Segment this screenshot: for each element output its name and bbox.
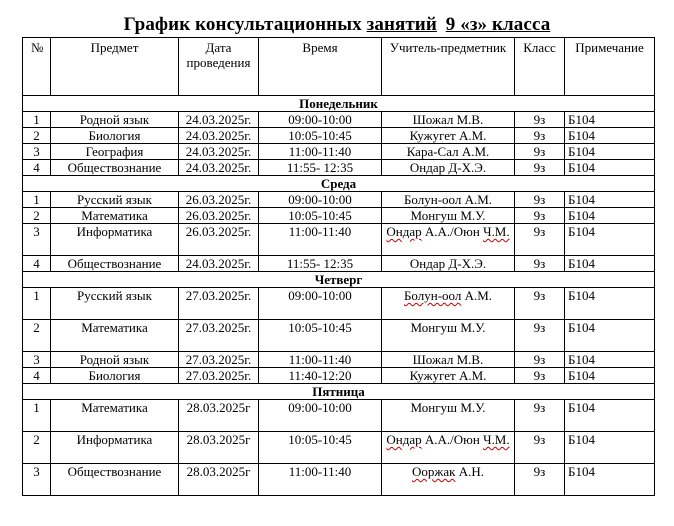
row-number: 2 [23, 432, 51, 464]
date-cell: 26.03.2025г. [179, 208, 259, 224]
class-cell: 9з [515, 320, 565, 352]
subject-cell: Биология [51, 128, 179, 144]
row-number: 3 [23, 464, 51, 496]
table-row [23, 160, 655, 176]
table-row [23, 464, 655, 496]
teacher-name-part: Ондар [409, 256, 446, 271]
day-name: Четверг [23, 272, 655, 288]
title-part1: График консультационных [123, 14, 362, 35]
teacher-cell [382, 320, 515, 352]
subject-cell: Биология [51, 368, 179, 384]
subject-cell: Русский язык [51, 192, 179, 208]
time-cell: 11:00-11:40 [259, 464, 382, 496]
row-number: 1 [23, 400, 51, 432]
header-teacher: Учитель-предметник [382, 38, 515, 96]
table-row [23, 208, 655, 224]
header-date: Дата проведения [179, 38, 259, 96]
row-number: 4 [23, 368, 51, 384]
header-subject: Предмет [51, 38, 179, 96]
teacher-name-part: Д-Х.Э. [448, 160, 487, 175]
subject-cell: Обществознание [51, 256, 179, 272]
time-cell: 09:00-10:00 [259, 112, 382, 128]
teacher-name-part: Ондар [386, 432, 422, 447]
teacher-name-part: Монгуш [410, 320, 458, 335]
schedule-table [22, 37, 655, 496]
teacher-name-part: Ондар [409, 160, 446, 175]
note-cell: Б104 [565, 224, 655, 256]
teacher-name-part: Кара-Сал [406, 144, 459, 159]
note-cell: Б104 [565, 288, 655, 320]
row-number: 1 [23, 288, 51, 320]
row-number: 2 [23, 208, 51, 224]
time-cell: 10:05-10:45 [259, 128, 382, 144]
note-cell: Б104 [565, 464, 655, 496]
date-cell: 28.03.2025г [179, 432, 259, 464]
time-cell: 10:05-10:45 [259, 208, 382, 224]
date-cell: 24.03.2025г. [179, 160, 259, 176]
note-cell: Б104 [565, 400, 655, 432]
class-cell: 9з [515, 208, 565, 224]
date-cell: 28.03.2025г [179, 400, 259, 432]
teacher-name-part: Кужугет [409, 368, 456, 383]
note-cell: Б104 [565, 192, 655, 208]
class-cell: 9з [515, 160, 565, 176]
subject-cell: География [51, 144, 179, 160]
teacher-cell [382, 208, 515, 224]
table-row [23, 112, 655, 128]
teacher-cell [382, 464, 515, 496]
teacher-cell [382, 288, 515, 320]
teacher-name-part: Кужугет [409, 128, 456, 143]
teacher-name-part: Шожал [412, 112, 454, 127]
table-row [23, 432, 655, 464]
time-cell: 11:40-12:20 [259, 368, 382, 384]
teacher-name-part: М.У. [460, 208, 486, 223]
page-title [0, 14, 674, 36]
time-cell: 11:00-11:40 [259, 144, 382, 160]
time-cell: 10:05-10:45 [259, 432, 382, 464]
row-number: 1 [23, 192, 51, 208]
teacher-cell [382, 144, 515, 160]
time-cell: 10:05-10:45 [259, 320, 382, 352]
note-cell: Б104 [565, 144, 655, 160]
table-row [23, 128, 655, 144]
teacher-name-part: Ч.М. [483, 432, 510, 447]
time-cell: 09:00-10:00 [259, 400, 382, 432]
teacher-name-part: Болун-оол [403, 288, 462, 303]
subject-cell: Обществознание [51, 160, 179, 176]
table-row [23, 400, 655, 432]
date-cell: 24.03.2025г. [179, 256, 259, 272]
class-cell: 9з [515, 144, 565, 160]
teacher-name-part: Монгуш [410, 208, 458, 223]
subject-cell: Математика [51, 208, 179, 224]
teacher-name-part: Д-Х.Э. [448, 256, 487, 271]
day-name: Пятница [23, 384, 655, 400]
teacher-cell [382, 160, 515, 176]
teacher-cell [382, 368, 515, 384]
note-cell: Б104 [565, 320, 655, 352]
table-row [23, 288, 655, 320]
teacher-cell [382, 400, 515, 432]
date-cell: 27.03.2025г. [179, 288, 259, 320]
day-name: Понедельник [23, 96, 655, 112]
row-number: 4 [23, 160, 51, 176]
teacher-name-part: А.А./Оюн [424, 224, 480, 239]
date-cell: 27.03.2025г. [179, 352, 259, 368]
class-cell: 9з [515, 192, 565, 208]
note-cell: Б104 [565, 352, 655, 368]
teacher-name-part: Монгуш [410, 400, 458, 415]
teacher-name-part: А.М. [461, 144, 490, 159]
teacher-name-part: М.У. [460, 320, 486, 335]
teacher-name-part: А.М. [458, 368, 487, 383]
class-cell: 9з [515, 352, 565, 368]
date-cell: 24.03.2025г. [179, 144, 259, 160]
teacher-name-part: М.У. [460, 400, 486, 415]
note-cell: Б104 [565, 368, 655, 384]
teacher-name-part: А.М. [458, 128, 487, 143]
time-cell: 09:00-10:00 [259, 288, 382, 320]
teacher-name-part: Ондар [386, 224, 422, 239]
table-row [23, 352, 655, 368]
class-cell: 9з [515, 224, 565, 256]
header-row [23, 38, 655, 96]
subject-cell: Родной язык [51, 112, 179, 128]
subject-cell: Информатика [51, 432, 179, 464]
note-cell: Б104 [565, 208, 655, 224]
class-cell: 9з [515, 400, 565, 432]
teacher-name-part: Шожал [412, 352, 454, 367]
day-row [23, 384, 655, 400]
date-cell: 26.03.2025г. [179, 192, 259, 208]
date-cell: 26.03.2025г. [179, 224, 259, 256]
table-row [23, 224, 655, 256]
row-number: 2 [23, 128, 51, 144]
table-row [23, 256, 655, 272]
teacher-name-part: А.Н. [458, 464, 484, 479]
teacher-cell [382, 112, 515, 128]
class-cell: 9з [515, 128, 565, 144]
subject-cell: Родной язык [51, 352, 179, 368]
teacher-name-part: Ч.М. [483, 224, 510, 239]
teacher-cell [382, 352, 515, 368]
day-row [23, 176, 655, 192]
note-cell: Б104 [565, 128, 655, 144]
subject-cell: Информатика [51, 224, 179, 256]
time-cell: 11:00-11:40 [259, 224, 382, 256]
header-class: Класс [515, 38, 565, 96]
title-part3: 9 «з» класса [445, 14, 551, 35]
note-cell: Б104 [565, 112, 655, 128]
subject-cell: Математика [51, 320, 179, 352]
date-cell: 24.03.2025г. [179, 112, 259, 128]
day-name: Среда [23, 176, 655, 192]
note-cell: Б104 [565, 160, 655, 176]
teacher-name-part: Ооржак [412, 464, 456, 479]
table-row [23, 320, 655, 352]
class-cell: 9з [515, 288, 565, 320]
teacher-name-part: А.М. [464, 288, 493, 303]
day-row [23, 96, 655, 112]
header-note: Примечание [565, 38, 655, 96]
time-cell: 11:00-11:40 [259, 352, 382, 368]
teacher-cell [382, 224, 515, 256]
subject-cell: Русский язык [51, 288, 179, 320]
row-number: 1 [23, 112, 51, 128]
teacher-cell [382, 256, 515, 272]
teacher-name-part: А.А./Оюн [424, 432, 480, 447]
class-cell: 9з [515, 464, 565, 496]
class-cell: 9з [515, 368, 565, 384]
table-row [23, 368, 655, 384]
note-cell: Б104 [565, 256, 655, 272]
class-cell: 9з [515, 112, 565, 128]
time-cell: 11:55- 12:35 [259, 256, 382, 272]
row-number: 2 [23, 320, 51, 352]
row-number: 3 [23, 352, 51, 368]
time-cell: 11:55- 12:35 [259, 160, 382, 176]
teacher-cell [382, 128, 515, 144]
class-cell: 9з [515, 256, 565, 272]
header-time: Время [259, 38, 382, 96]
table-row [23, 192, 655, 208]
row-number: 4 [23, 256, 51, 272]
header-num: № [23, 38, 51, 96]
date-cell: 27.03.2025г. [179, 368, 259, 384]
teacher-cell [382, 432, 515, 464]
subject-cell: Обществознание [51, 464, 179, 496]
subject-cell: Математика [51, 400, 179, 432]
row-number: 3 [23, 224, 51, 256]
date-cell: 24.03.2025г. [179, 128, 259, 144]
teacher-name-part: Болун-оол [403, 192, 462, 207]
table-row [23, 144, 655, 160]
row-number: 3 [23, 144, 51, 160]
date-cell: 28.03.2025г [179, 464, 259, 496]
teacher-name-part: А.М. [464, 192, 493, 207]
date-cell: 27.03.2025г. [179, 320, 259, 352]
day-row [23, 272, 655, 288]
note-cell: Б104 [565, 432, 655, 464]
time-cell: 09:00-10:00 [259, 192, 382, 208]
class-cell: 9з [515, 432, 565, 464]
title-part2: занятий [366, 14, 437, 35]
teacher-name-part: М.В. [456, 352, 484, 367]
teacher-name-part: М.В. [456, 112, 484, 127]
teacher-cell [382, 192, 515, 208]
